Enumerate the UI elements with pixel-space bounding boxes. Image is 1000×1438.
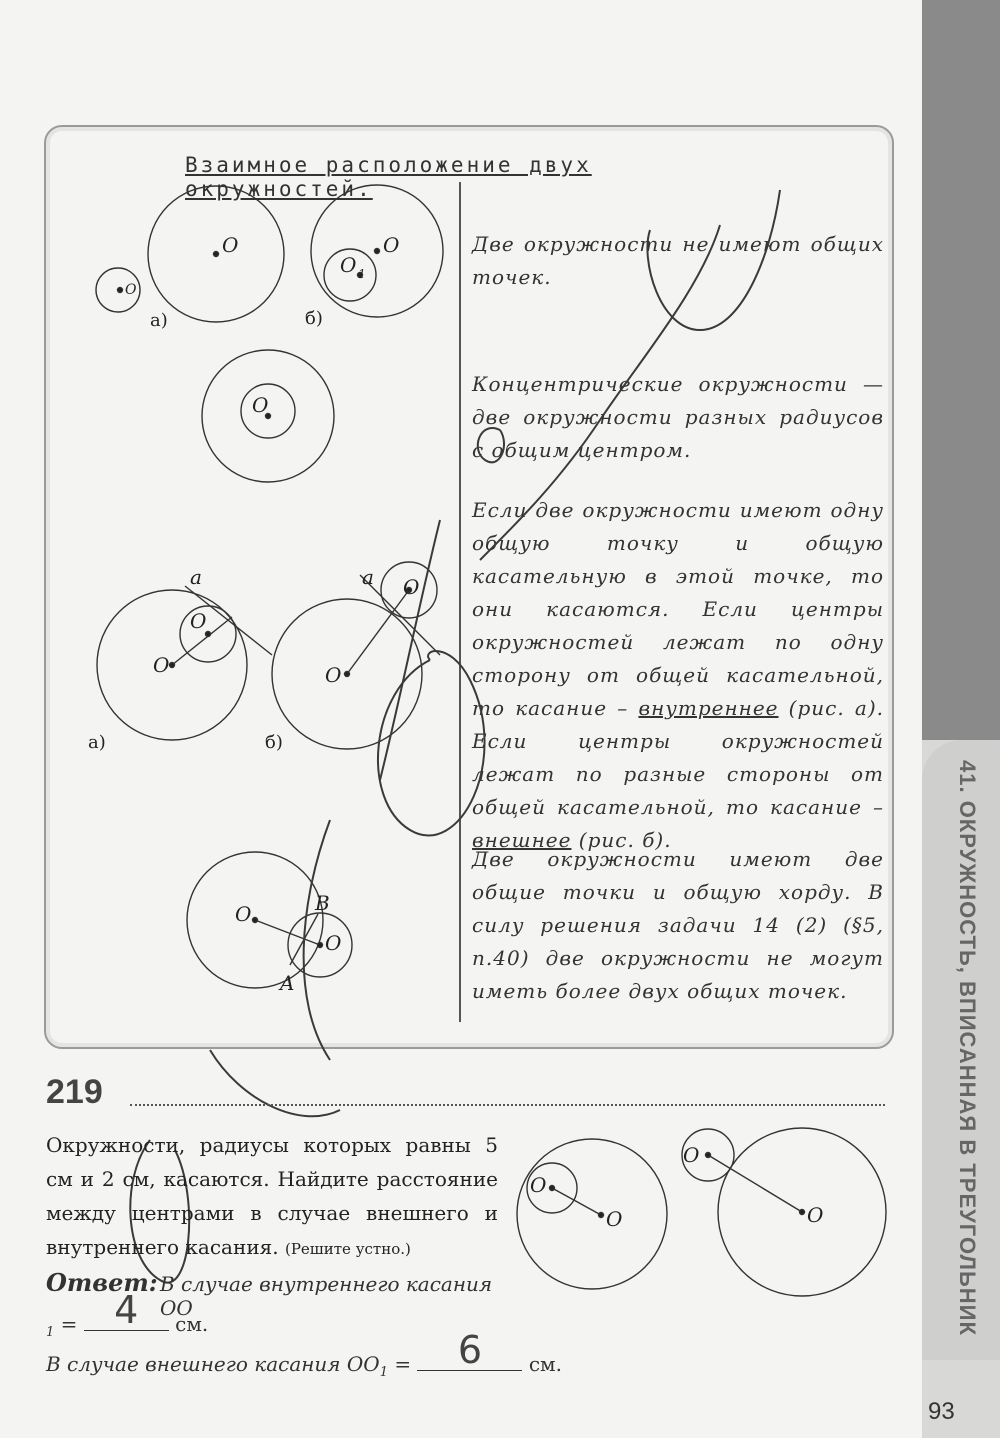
- answer-external-blank[interactable]: [417, 1328, 522, 1372]
- fig3b-center-o: [345, 672, 350, 677]
- answer-external-unit: см.: [528, 1352, 562, 1376]
- task-external-label-o1: O: [683, 1143, 700, 1167]
- page-number: 93: [928, 1398, 955, 1425]
- task-internal-center-o: [599, 1213, 604, 1218]
- scribble-stroke-3: [378, 651, 485, 835]
- fig1b-caption: б): [305, 308, 323, 329]
- answer-internal-prefix: В случае внутреннего касания OO: [160, 1272, 493, 1320]
- frame-title: Взаимное расположение двух окружностей.: [185, 153, 592, 201]
- fig1b-label-o: O: [383, 233, 400, 257]
- handwritten-scribbles: [130, 190, 780, 1283]
- fig1a-center-o: [214, 252, 219, 257]
- task-external-label-o: O: [807, 1203, 824, 1227]
- task-number: 219: [46, 1073, 103, 1111]
- fig1a-label-o1: O: [125, 282, 137, 298]
- answer-internal-unit: см.: [175, 1312, 209, 1336]
- answer-external-eq: =: [387, 1352, 412, 1376]
- fig3b-center-line: [347, 590, 409, 674]
- task-dotted-line: [130, 1104, 885, 1106]
- answer-external-sub: 1: [379, 1365, 388, 1380]
- fig3a-center-o: [170, 663, 175, 668]
- tangent-text-2: (рис. а). Если центры окружностей лежат по разные стороны от общей касательной, то касание –: [472, 696, 884, 819]
- task-external-center-o1: [706, 1153, 711, 1158]
- fig4-center-o1: [318, 943, 323, 948]
- fig1b-center-o: [375, 249, 380, 254]
- fig4-center-line: [255, 920, 320, 945]
- scribble-stroke-8: [478, 428, 504, 462]
- task-internal-label-o1: O: [530, 1173, 547, 1197]
- task-internal-label-o: O: [606, 1207, 623, 1231]
- answer-external-value: 6: [457, 1328, 483, 1372]
- fig3a-label-a: a: [190, 565, 202, 589]
- fig1a-caption: а): [150, 310, 168, 331]
- fig1b-label-sub: 1: [358, 267, 366, 281]
- fig4-label-b: B: [315, 891, 330, 915]
- section-title: 41. ОКРУЖНОСТЬ, ВПИСАННАЯ В ТРЕУГОЛЬНИК: [955, 760, 980, 1336]
- task-external-center-line: [708, 1155, 802, 1212]
- answer-internal-eq: =: [54, 1312, 78, 1336]
- task-statement-text: Окружности, радиусы которых равны 5 см и 2 см, касаются. Найдите расстояние между центрами в случае внешнего и внутреннего касания.: [46, 1133, 498, 1259]
- answer-label: Ответ:: [46, 1268, 158, 1297]
- answer-external-line: [46, 1328, 562, 1380]
- fig1a-center-o1: [118, 288, 123, 293]
- scribble-stroke-1: [480, 225, 720, 560]
- theory-two-points: Две окружности имеют две общие точки и общую хорду. В силу решения задачи 14 (2) (§5, п.40) две окружности не могут иметь более двух общих точек.: [472, 847, 884, 1003]
- answer-internal-value: 4: [114, 1288, 139, 1332]
- answer-internal-blank[interactable]: [84, 1288, 169, 1332]
- fig3b-label-o1: O: [403, 575, 420, 599]
- task-statement: [46, 1128, 498, 1266]
- fig3a-caption: а): [88, 732, 106, 753]
- fig1a-label-o: O: [222, 233, 239, 257]
- task-internal-large-circle: [517, 1139, 667, 1289]
- task-hint: (Решите устно.): [284, 1240, 411, 1258]
- scribble-stroke-5: [380, 520, 440, 780]
- fig4-center-o: [253, 918, 258, 923]
- tangent-external: внешнее: [472, 828, 572, 852]
- fig3a-label-o1: O: [190, 609, 207, 633]
- tangent-text-3: (рис. б).: [571, 828, 672, 852]
- fig3a-label-o: O: [153, 653, 170, 677]
- tangent-internal: внутреннее: [638, 696, 779, 720]
- theory-concentric: Концентрические окружности — две окружности разных радиусов с общим центром.: [472, 372, 884, 462]
- task-internal-center-o1: [550, 1186, 555, 1191]
- scribble-stroke-6: [210, 1050, 340, 1116]
- answer-internal-line: [46, 1288, 209, 1340]
- tangent-text-1: Если две окружности имеют одну общую точку и общую касательную в этой точке, то они касаются. Если центры окружностей лежат по одну сторону от общей касательной, то касание –: [472, 498, 884, 720]
- scribble-stroke-2: [647, 190, 780, 330]
- fig4-label-o1: O: [325, 931, 342, 955]
- answer-internal-sub: 1: [46, 1325, 55, 1340]
- fig1b-label-o1: O: [340, 253, 357, 277]
- theory-no-common-points: Две окружности не имеют общих точек.: [472, 232, 884, 289]
- fig4-label-a: A: [280, 971, 295, 995]
- fig4-label-o: O: [235, 902, 252, 926]
- task-external-center-o: [800, 1210, 805, 1215]
- fig3b-caption: б): [265, 732, 283, 753]
- fig2-label-o: O: [252, 393, 269, 417]
- answer-external-prefix: В случае внешнего касания OO: [46, 1352, 380, 1376]
- fig3b-label-a: a: [362, 565, 374, 589]
- fig3b-label-o: O: [325, 663, 342, 687]
